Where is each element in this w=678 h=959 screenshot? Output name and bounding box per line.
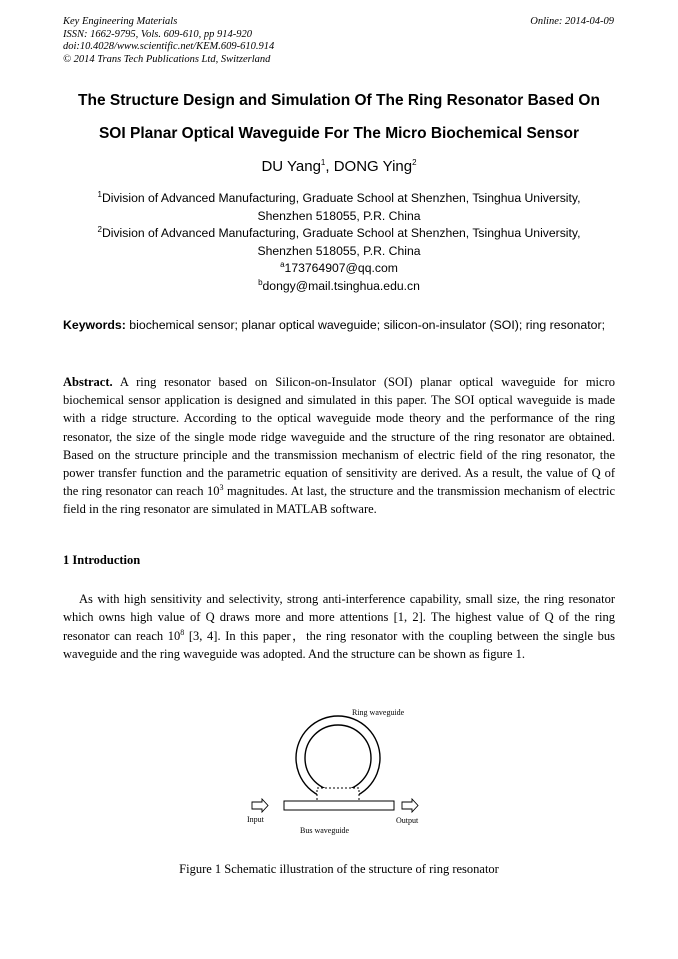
abstract-paragraph xyxy=(63,373,615,519)
figure-caption: Figure 1 Schematic illustration of the structure of ring resonator xyxy=(179,862,499,876)
affiliation-2 xyxy=(60,225,618,260)
keywords-paragraph xyxy=(63,316,615,334)
online-date: Online: 2014-04-09 xyxy=(530,16,614,27)
affiliation-text: Division of Advanced Manufacturing, Graduate School at Shenzhen, Tsinghua University, xyxy=(101,226,581,240)
affiliation-1 xyxy=(60,190,618,225)
ring-waveguide-inner xyxy=(305,725,371,791)
keywords-text: biochemical sensor; planar optical waveguide; silicon-on-insulator (SOI); ring resonator; xyxy=(125,318,605,332)
affiliation-text: Shenzhen 518055, P.R. China xyxy=(257,208,421,223)
intro-text: As with high sensitivity and selectivity, strong anti-interference capability, small size, the ring resonator which owns high value of Q draws more and more attentions [1, 2]. The highest value of Q of the ring resonator can reach 10 xyxy=(63,592,615,643)
intro-text: [3, 4]. In this paper，the ring resonator with the coupling between the single bus waveguide and the ring waveguide was adopted. And the structure can be shown as figure 1. xyxy=(63,628,615,661)
affiliation-mark: 1 xyxy=(320,158,326,167)
abstract-label: Abstract. xyxy=(63,375,113,389)
affiliation-mark: 1 xyxy=(97,189,102,199)
abstract-text: magnitudes. At last, the structure and the transmission mechanism of electric field in the ring resonator are simulated in MATLAB software. xyxy=(63,484,615,517)
paper-title-line-1: The Structure Design and Simulation Of The Ring Resonator Based On xyxy=(78,92,600,109)
copyright-line: © 2014 Trans Tech Publications Ltd, Switzerland xyxy=(63,53,271,65)
exponent: 8 xyxy=(180,627,185,637)
author-separator: , xyxy=(325,158,334,175)
affiliation-text: Shenzhen 518055, P.R. China xyxy=(257,243,421,258)
email-mark: a xyxy=(280,259,285,269)
bus-waveguide-label: Bus waveguide xyxy=(300,826,350,835)
keywords-label: Keywords: xyxy=(63,318,126,332)
email-list xyxy=(60,260,618,295)
journal-name: Key Engineering Materials xyxy=(63,16,178,27)
input-label: Input xyxy=(247,815,264,824)
affiliation-text: Division of Advanced Manufacturing, Graduate School at Shenzhen, Tsinghua University, xyxy=(101,191,581,205)
issn-line: ISSN: 1662-9795, Vols. 609-610, pp 914-920 xyxy=(63,28,252,40)
exponent: 3 xyxy=(219,483,224,493)
bus-waveguide xyxy=(284,801,394,810)
output-arrow-icon xyxy=(402,799,418,812)
introduction-paragraph xyxy=(63,590,615,663)
affiliation-mark: 2 xyxy=(97,224,102,234)
output-label: Output xyxy=(396,816,419,825)
author-name: DU Yang xyxy=(261,158,321,175)
email-address: dongy@mail.tsinghua.edu.cn xyxy=(262,278,420,293)
doi-line: doi:10.4028/www.scientific.net/KEM.609-610.914 xyxy=(63,41,275,52)
section-heading: 1 Introduction xyxy=(63,553,141,567)
ring-resonator-figure xyxy=(240,700,440,840)
email-mark: b xyxy=(258,277,263,287)
email-address: 173764907@qq.com xyxy=(284,261,398,275)
author-list xyxy=(0,158,678,175)
affiliation-mark: 2 xyxy=(412,158,417,167)
input-arrow-icon xyxy=(252,799,268,812)
journal-header xyxy=(63,16,274,66)
author-name: DONG Ying xyxy=(333,158,413,175)
paper-title-line-2: SOI Planar Optical Waveguide For The Micro Biochemical Sensor xyxy=(98,125,580,142)
ring-waveguide-outer xyxy=(296,716,380,800)
abstract-text: A ring resonator based on Silicon-on-Insulator (SOI) planar optical waveguide for micro biochemical sensor application is designed and simulated in this paper. The SOI optical waveguide is made with a ridge structure. According to the optical waveguide mode theory and the performance of the ring resonator, the size of the single mode ridge waveguide and the structure of the ring resonator are obtained. Based on the structure principle and the transmission mechanism of electric field of the ring resonator, the power transfer function and the parametric equation of sensitivity are derived. As a result, the value of Q of the ring resonator can reach 10 xyxy=(63,375,615,499)
ring-waveguide-label: Ring waveguide xyxy=(352,708,405,717)
